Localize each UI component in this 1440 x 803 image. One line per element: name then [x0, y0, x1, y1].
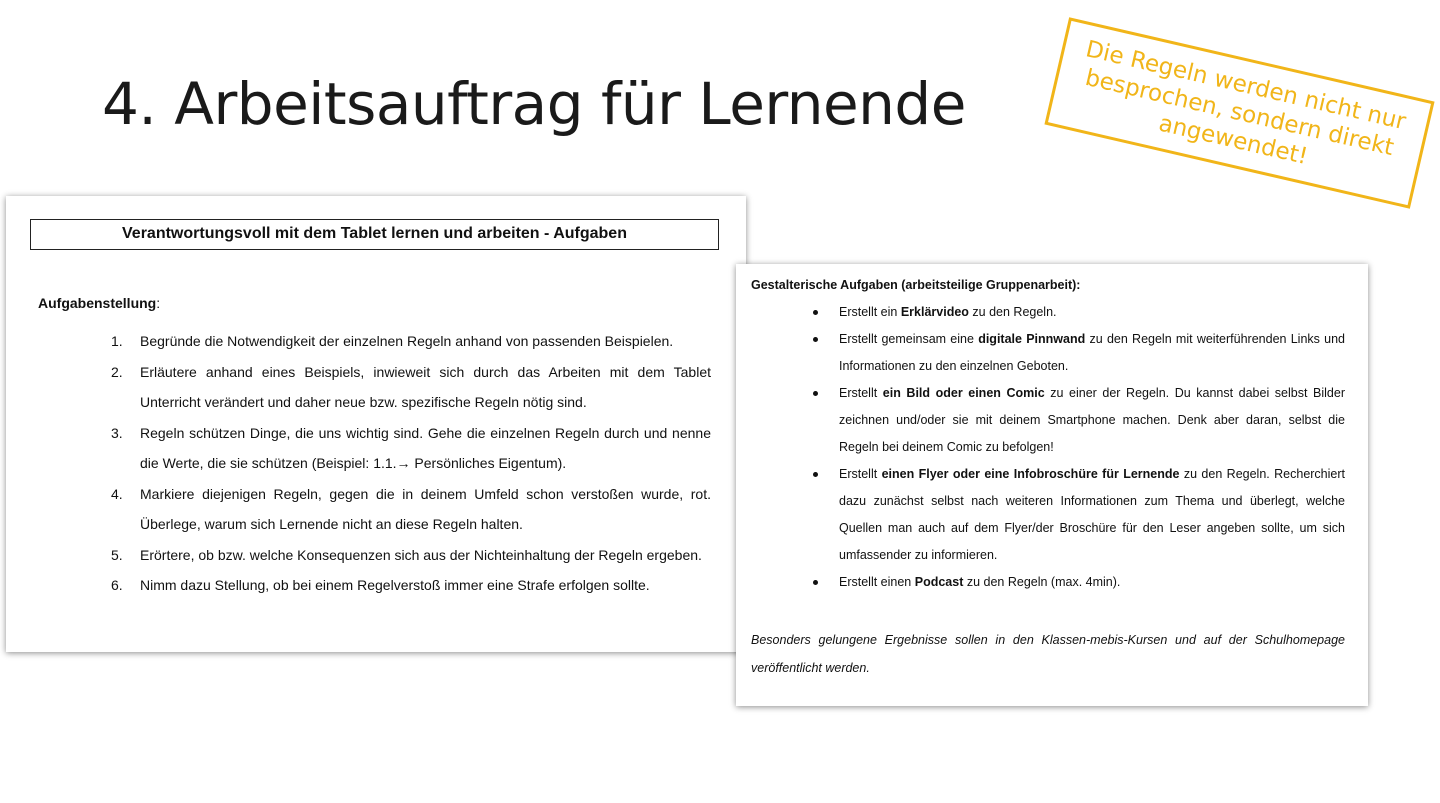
bullet-icon — [813, 472, 818, 477]
task-number: 3. — [111, 424, 123, 441]
item-text: zu den Regeln. Recherchiert dazu zunächst selbst nach weiteren Informationen zum Thema und überlegt, welche Quellen man auch auf dem Flyer/der Broschüre für den Leser angeben sollte, um sich umfassender zu informieren. — [839, 467, 1345, 562]
item-text: zu einer der Regeln. Du kannst dabei selbst Bilder zeichnen und/oder sie mit deinem Smartphone machen. Denk aber daran, selbst die Regeln bei deinem Comic zu befolgen! — [839, 386, 1345, 454]
task-card — [6, 196, 746, 652]
task-number: 4. — [111, 485, 123, 502]
item-highlight: einen Flyer oder eine Infobroschüre für Lernende — [881, 467, 1180, 481]
note-stamp-text: Die Regeln werden nicht nur besprochen, sondern direkt angewendet! — [1082, 36, 1409, 171]
task-number: 6. — [111, 577, 123, 593]
item-text: Erstellt einen — [839, 575, 915, 589]
creative-tasks-footer: Besonders gelungene Ergebnisse sollen in den Klassen-mebis-Kursen und auf der Schulhomepage veröffentlicht werden. — [751, 633, 1345, 675]
item-text: zu den Regeln mit weiterführenden Links und Informationen zu den einzelnen Geboten. — [839, 332, 1346, 373]
task-text: Erörtere, ob bzw. welche Konsequenzen sich aus der Nichteinhaltung der Regeln ergeben. — [140, 546, 702, 563]
task-heading-label: Aufgabenstellung — [38, 295, 157, 311]
bullet-icon — [813, 391, 818, 396]
item-highlight: digitale Pinnwand — [978, 332, 1086, 346]
task-heading-colon: : — [156, 295, 161, 311]
creative-task-item — [811, 569, 1345, 596]
task-item — [111, 357, 711, 418]
creative-task-item — [811, 299, 1345, 326]
task-list — [111, 326, 711, 601]
creative-task-item — [811, 326, 1345, 380]
item-text: Erstellt ein — [839, 305, 901, 319]
creative-tasks-card — [736, 264, 1368, 706]
creative-tasks-list — [811, 299, 1345, 596]
task-number: 5. — [111, 546, 123, 563]
task-text: Regeln schützen Dinge, die uns wichtig sind. Gehe die einzelnen Regeln durch und nenne die Werte, die sie schützen (Beispiel: 1.1.→ Persönliches Eigentum). — [140, 424, 711, 471]
bullet-icon — [813, 337, 818, 342]
item-text: Erstellt gemeinsam eine — [839, 332, 979, 346]
creative-task-item — [811, 461, 1345, 569]
item-text: Erstellt — [839, 386, 883, 400]
item-text: zu den Regeln (max. 4min). — [963, 575, 1121, 589]
item-text: Erstellt — [839, 467, 882, 481]
slide-title: 4. Arbeitsauftrag für Lernende — [102, 70, 966, 138]
task-text: Erläutere anhand eines Beispiels, inwieweit sich durch das Arbeiten mit dem Tablet Unterricht verändert und daher neue bzw. spezifische Regeln nötig sind. — [140, 363, 711, 410]
item-highlight: Podcast — [914, 575, 964, 589]
task-item — [111, 418, 711, 479]
task-item — [111, 326, 711, 357]
task-card-title: Verantwortungsvoll mit dem Tablet lernen und arbeiten - Aufgaben — [30, 219, 719, 250]
item-highlight: Erklärvideo — [900, 305, 969, 319]
task-text: Nimm dazu Stellung, ob bei einem Regelverstoß immer eine Strafe erfolgen sollte. — [140, 577, 650, 593]
bullet-icon — [813, 310, 818, 315]
task-text: Begründe die Notwendigkeit der einzelnen Regeln anhand von passenden Beispielen. — [140, 333, 674, 349]
task-number: 1. — [111, 333, 123, 349]
task-number: 2. — [111, 363, 123, 380]
bullet-icon — [813, 580, 818, 585]
item-text: zu den Regeln. — [968, 305, 1057, 319]
creative-task-item — [811, 380, 1345, 461]
task-heading — [38, 295, 160, 311]
task-text: Markiere diejenigen Regeln, gegen die in deinem Umfeld schon verstoßen wurde, rot. Überlege, warum sich Lernende nicht an diese Regeln halten. — [140, 485, 711, 532]
task-item — [111, 570, 711, 601]
item-highlight: ein Bild oder einen Comic — [882, 386, 1045, 400]
note-stamp — [1044, 17, 1434, 209]
task-item — [111, 479, 711, 540]
task-item — [111, 540, 711, 571]
creative-tasks-heading: Gestalterische Aufgaben (arbeitsteilige Gruppenarbeit): — [751, 278, 1081, 292]
